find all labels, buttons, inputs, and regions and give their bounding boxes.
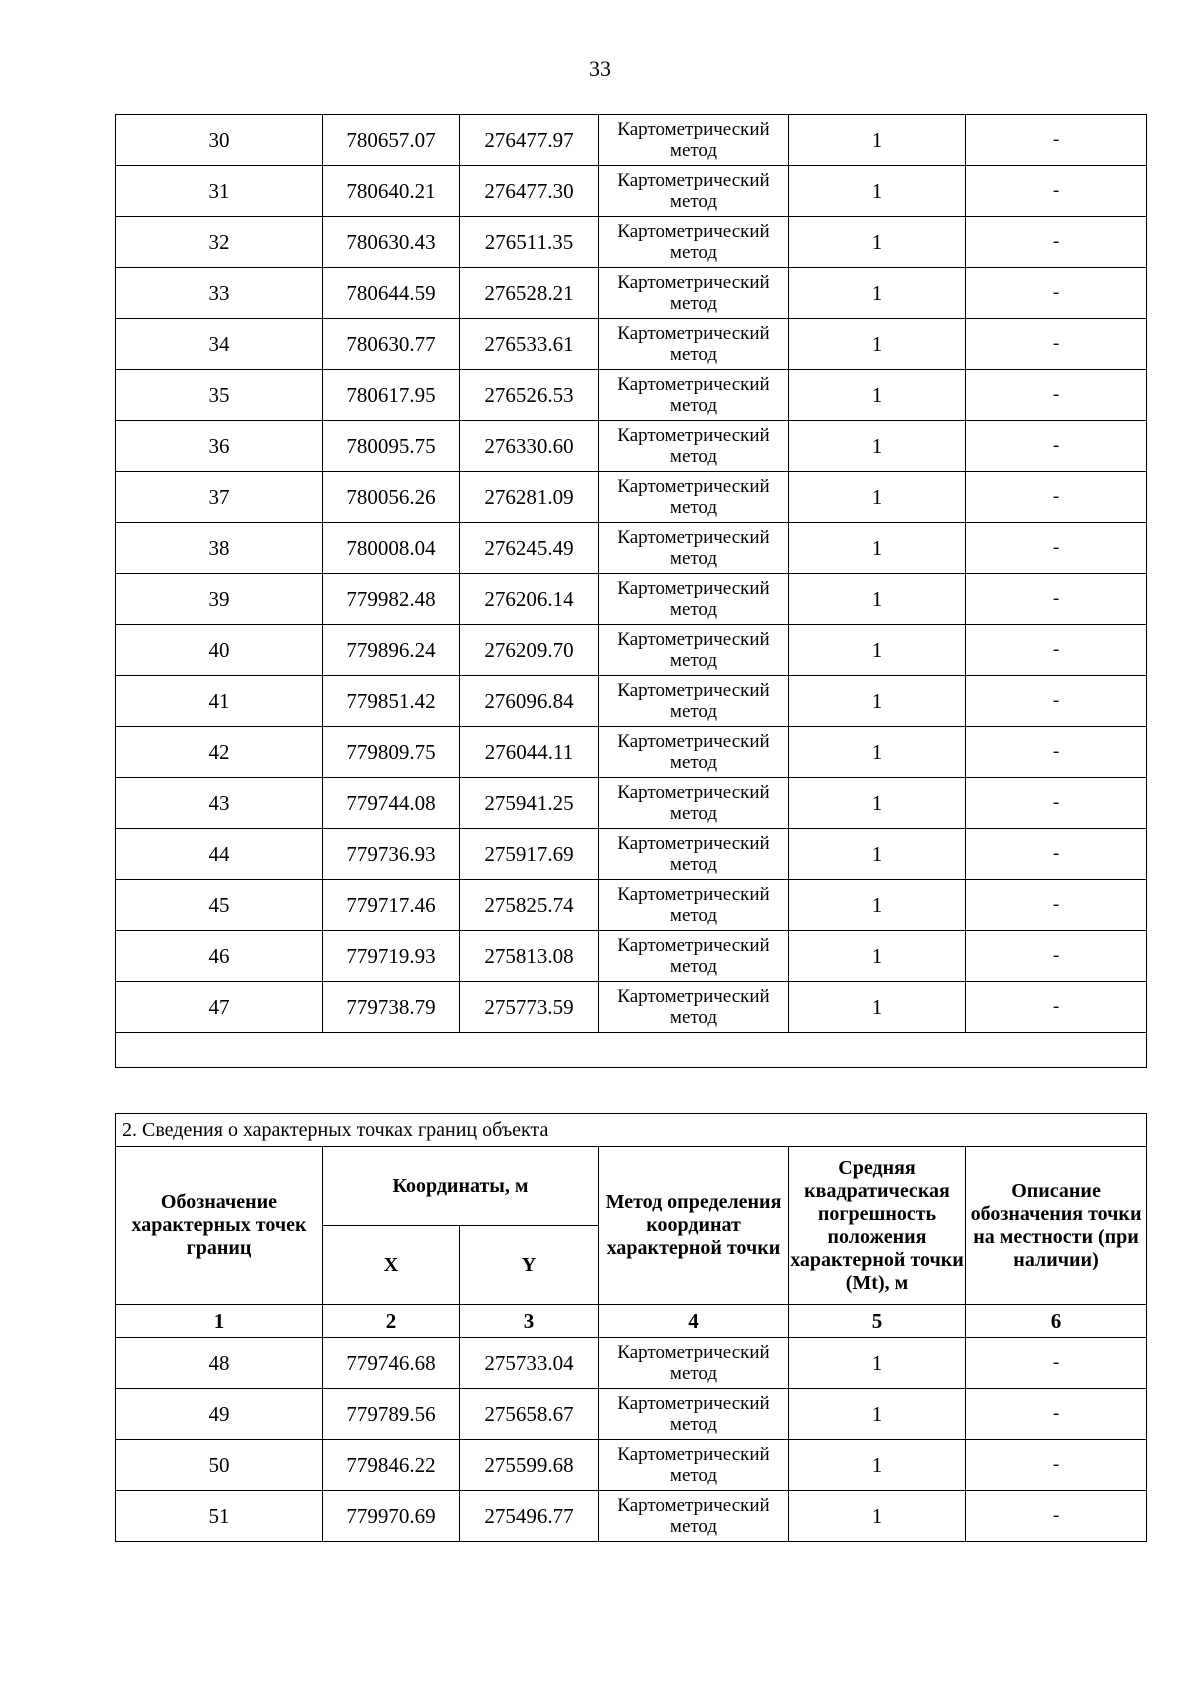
table-row	[116, 115, 1147, 166]
accuracy-cell: 1	[789, 523, 966, 574]
y-coordinate-cell: 276245.49	[460, 523, 599, 574]
y-coordinate-cell: 276281.09	[460, 472, 599, 523]
method-cell: Картометрический метод	[599, 370, 789, 421]
y-coordinate-cell: 276477.97	[460, 115, 599, 166]
point-number-cell: 51	[116, 1491, 323, 1542]
accuracy-cell: 1	[789, 625, 966, 676]
y-coordinate-cell: 276477.30	[460, 166, 599, 217]
description-cell: -	[966, 1389, 1147, 1440]
y-coordinate-cell: 276206.14	[460, 574, 599, 625]
point-number-cell: 45	[116, 880, 323, 931]
method-cell: Картометрический метод	[599, 778, 789, 829]
accuracy-cell: 1	[789, 1440, 966, 1491]
accuracy-cell: 1	[789, 268, 966, 319]
x-coordinate-cell: 779896.24	[323, 625, 460, 676]
x-coordinate-cell: 780657.07	[323, 115, 460, 166]
method-cell: Картометрический метод	[599, 727, 789, 778]
y-coordinate-cell: 275496.77	[460, 1491, 599, 1542]
point-number-cell: 44	[116, 829, 323, 880]
description-cell: -	[966, 1491, 1147, 1542]
method-cell: Картометрический метод	[599, 268, 789, 319]
x-coordinate-cell: 780617.95	[323, 370, 460, 421]
y-coordinate-cell: 276533.61	[460, 319, 599, 370]
x-coordinate-cell: 779789.56	[323, 1389, 460, 1440]
method-cell: Картометрический метод	[599, 166, 789, 217]
y-coordinate-cell: 276526.53	[460, 370, 599, 421]
table-row	[116, 727, 1147, 778]
description-cell: -	[966, 115, 1147, 166]
x-coordinate-cell: 779736.93	[323, 829, 460, 880]
table-row	[116, 829, 1147, 880]
y-coordinate-cell: 275773.59	[460, 982, 599, 1033]
point-number-cell: 40	[116, 625, 323, 676]
x-coordinate-cell: 779809.75	[323, 727, 460, 778]
column-number: 1	[116, 1305, 323, 1338]
point-number-cell: 35	[116, 370, 323, 421]
table-row	[116, 523, 1147, 574]
table-row	[116, 472, 1147, 523]
description-cell: -	[966, 982, 1147, 1033]
page-number: 33	[589, 56, 611, 81]
accuracy-cell: 1	[789, 370, 966, 421]
table-row	[116, 676, 1147, 727]
point-number-cell: 47	[116, 982, 323, 1033]
y-coordinate-cell: 275599.68	[460, 1440, 599, 1491]
x-coordinate-cell: 779744.08	[323, 778, 460, 829]
table-row	[116, 931, 1147, 982]
x-coordinate-cell: 780630.43	[323, 217, 460, 268]
method-cell: Картометрический метод	[599, 931, 789, 982]
y-coordinate-cell: 275917.69	[460, 829, 599, 880]
accuracy-cell: 1	[789, 115, 966, 166]
x-coordinate-cell: 779982.48	[323, 574, 460, 625]
header-designation: Обозначение характерных точек границ	[116, 1147, 323, 1305]
accuracy-cell: 1	[789, 166, 966, 217]
method-cell: Картометрический метод	[599, 319, 789, 370]
accuracy-cell: 1	[789, 676, 966, 727]
table-row	[116, 421, 1147, 472]
x-coordinate-cell: 779970.69	[323, 1491, 460, 1542]
table-row	[116, 166, 1147, 217]
table-row	[116, 1389, 1147, 1440]
point-number-cell: 31	[116, 166, 323, 217]
accuracy-cell: 1	[789, 880, 966, 931]
x-coordinate-cell: 779738.79	[323, 982, 460, 1033]
accuracy-cell: 1	[789, 421, 966, 472]
description-cell: -	[966, 829, 1147, 880]
x-coordinate-cell: 780095.75	[323, 421, 460, 472]
x-coordinate-cell: 779717.46	[323, 880, 460, 931]
accuracy-cell: 1	[789, 1491, 966, 1542]
accuracy-cell: 1	[789, 931, 966, 982]
table-row	[116, 268, 1147, 319]
point-number-cell: 46	[116, 931, 323, 982]
table-row	[116, 1491, 1147, 1542]
table-row	[116, 778, 1147, 829]
point-number-cell: 37	[116, 472, 323, 523]
description-cell: -	[966, 778, 1147, 829]
y-coordinate-cell: 275813.08	[460, 931, 599, 982]
point-number-cell: 49	[116, 1389, 323, 1440]
header-accuracy: Средняя квадратическая погрешность положения характерной точки (Mt), м	[789, 1147, 966, 1305]
y-coordinate-cell: 275658.67	[460, 1389, 599, 1440]
x-coordinate-cell: 779746.68	[323, 1338, 460, 1389]
accuracy-cell: 1	[789, 472, 966, 523]
x-coordinate-cell: 779719.93	[323, 931, 460, 982]
accuracy-cell: 1	[789, 1389, 966, 1440]
accuracy-cell: 1	[789, 982, 966, 1033]
point-number-cell: 32	[116, 217, 323, 268]
x-coordinate-cell: 780056.26	[323, 472, 460, 523]
description-cell: -	[966, 421, 1147, 472]
x-coordinate-cell: 780644.59	[323, 268, 460, 319]
method-cell: Картометрический метод	[599, 574, 789, 625]
point-number-cell: 33	[116, 268, 323, 319]
table-row	[116, 1338, 1147, 1389]
point-number-cell: 30	[116, 115, 323, 166]
column-number: 6	[966, 1305, 1147, 1338]
description-cell: -	[966, 217, 1147, 268]
column-number: 3	[460, 1305, 599, 1338]
table2-body	[116, 1114, 1147, 1542]
method-cell: Картометрический метод	[599, 880, 789, 931]
method-cell: Картометрический метод	[599, 115, 789, 166]
description-cell: -	[966, 523, 1147, 574]
description-cell: -	[966, 574, 1147, 625]
table-row	[116, 574, 1147, 625]
boundary-points-table	[115, 1113, 1147, 1542]
accuracy-cell: 1	[789, 217, 966, 268]
method-cell: Картометрический метод	[599, 421, 789, 472]
point-number-cell: 34	[116, 319, 323, 370]
method-cell: Картометрический метод	[599, 676, 789, 727]
method-cell: Картометрический метод	[599, 982, 789, 1033]
method-cell: Картометрический метод	[599, 217, 789, 268]
point-number-cell: 50	[116, 1440, 323, 1491]
table-caption: 2. Сведения о характерных точках границ объекта	[116, 1114, 1147, 1147]
accuracy-cell: 1	[789, 778, 966, 829]
accuracy-cell: 1	[789, 1338, 966, 1389]
table-row	[116, 982, 1147, 1033]
description-cell: -	[966, 931, 1147, 982]
method-cell: Картометрический метод	[599, 625, 789, 676]
boundary-points-table-continued	[115, 114, 1147, 1068]
header-method: Метод определения координат характерной точки	[599, 1147, 789, 1305]
description-cell: -	[966, 727, 1147, 778]
table-row	[116, 1440, 1147, 1491]
table-row	[116, 319, 1147, 370]
x-coordinate-cell: 780630.77	[323, 319, 460, 370]
point-number-cell: 38	[116, 523, 323, 574]
header-y: Y	[460, 1226, 599, 1305]
description-cell: -	[966, 370, 1147, 421]
description-cell: -	[966, 472, 1147, 523]
empty-cell	[116, 1033, 1147, 1068]
y-coordinate-cell: 275825.74	[460, 880, 599, 931]
point-number-cell: 36	[116, 421, 323, 472]
description-cell: -	[966, 268, 1147, 319]
method-cell: Картометрический метод	[599, 1338, 789, 1389]
accuracy-cell: 1	[789, 574, 966, 625]
point-number-cell: 41	[116, 676, 323, 727]
y-coordinate-cell: 276330.60	[460, 421, 599, 472]
y-coordinate-cell: 276528.21	[460, 268, 599, 319]
y-coordinate-cell: 276044.11	[460, 727, 599, 778]
table-row	[116, 880, 1147, 931]
column-number: 5	[789, 1305, 966, 1338]
description-cell: -	[966, 625, 1147, 676]
accuracy-cell: 1	[789, 829, 966, 880]
point-number-cell: 39	[116, 574, 323, 625]
column-number: 2	[323, 1305, 460, 1338]
method-cell: Картометрический метод	[599, 523, 789, 574]
y-coordinate-cell: 275941.25	[460, 778, 599, 829]
table-row	[116, 370, 1147, 421]
table1-body	[116, 115, 1147, 1068]
empty-row	[116, 1033, 1147, 1068]
description-cell: -	[966, 676, 1147, 727]
x-coordinate-cell: 780008.04	[323, 523, 460, 574]
description-cell: -	[966, 166, 1147, 217]
method-cell: Картометрический метод	[599, 1440, 789, 1491]
description-cell: -	[966, 319, 1147, 370]
method-cell: Картометрический метод	[599, 1389, 789, 1440]
y-coordinate-cell: 276511.35	[460, 217, 599, 268]
y-coordinate-cell: 275733.04	[460, 1338, 599, 1389]
header-x: X	[323, 1226, 460, 1305]
x-coordinate-cell: 779851.42	[323, 676, 460, 727]
y-coordinate-cell: 276096.84	[460, 676, 599, 727]
point-number-cell: 48	[116, 1338, 323, 1389]
method-cell: Картометрический метод	[599, 829, 789, 880]
table-row	[116, 217, 1147, 268]
point-number-cell: 42	[116, 727, 323, 778]
header-coordinates: Координаты, м	[323, 1147, 599, 1226]
column-number: 4	[599, 1305, 789, 1338]
header-description: Описание обозначения точки на местности (при наличии)	[966, 1147, 1147, 1305]
description-cell: -	[966, 1440, 1147, 1491]
accuracy-cell: 1	[789, 727, 966, 778]
x-coordinate-cell: 779846.22	[323, 1440, 460, 1491]
point-number-cell: 43	[116, 778, 323, 829]
description-cell: -	[966, 1338, 1147, 1389]
description-cell: -	[966, 880, 1147, 931]
y-coordinate-cell: 276209.70	[460, 625, 599, 676]
method-cell: Картометрический метод	[599, 1491, 789, 1542]
table-row	[116, 625, 1147, 676]
method-cell: Картометрический метод	[599, 472, 789, 523]
x-coordinate-cell: 780640.21	[323, 166, 460, 217]
accuracy-cell: 1	[789, 319, 966, 370]
